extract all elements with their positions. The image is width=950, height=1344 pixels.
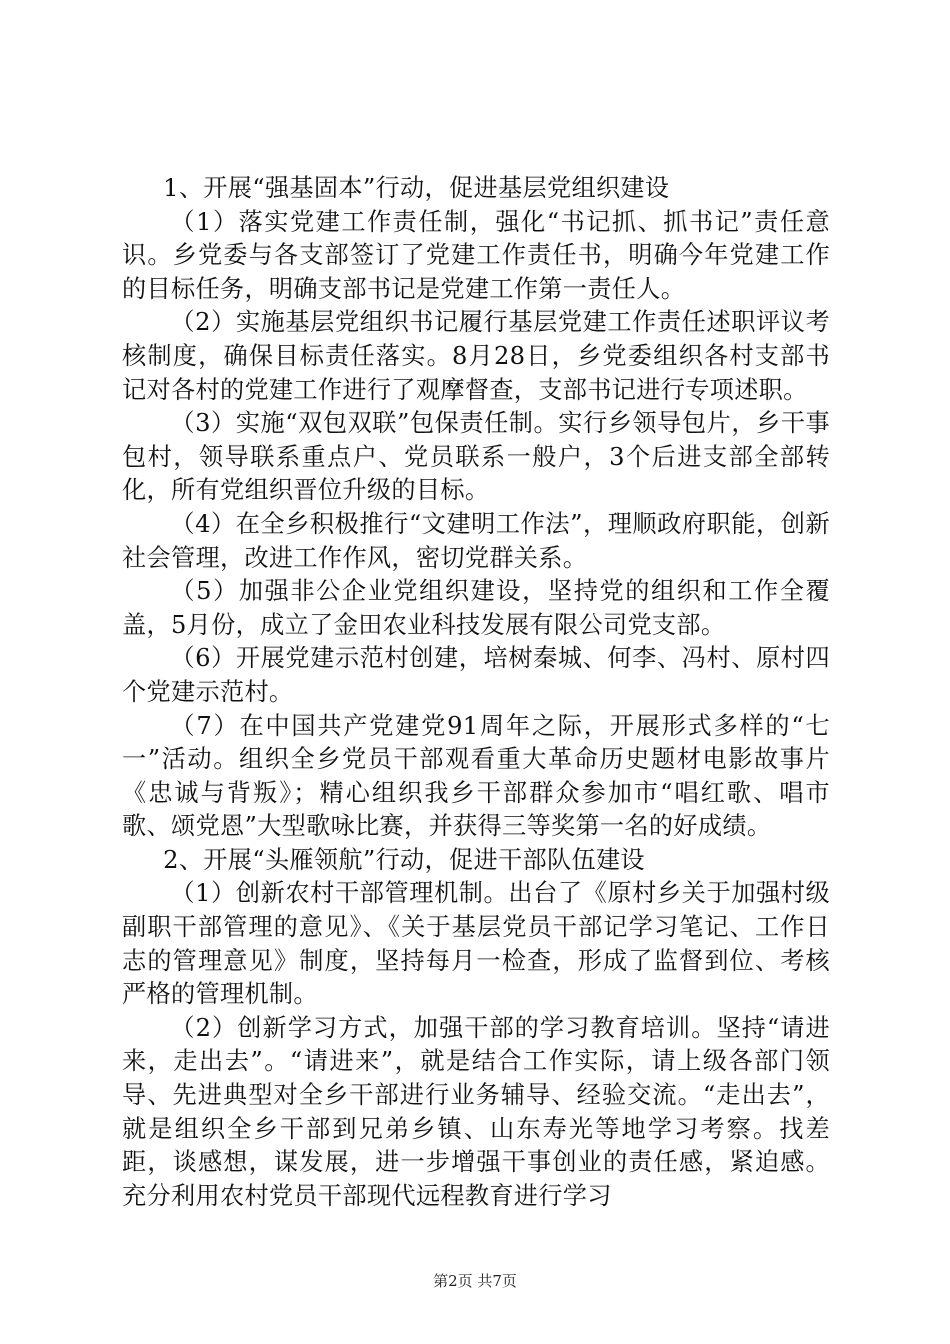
page-number-footer: 第2页 共7页	[433, 1272, 517, 1290]
paragraph-1-5: （5）加强非公企业党组织建设，坚持党的组织和工作全覆盖，5月份，成立了金田农业科技发展有限公司党支部。	[122, 577, 830, 639]
section-heading-1: 1、开展“强基固本”行动，促进基层党组织建设	[163, 174, 670, 202]
paragraph-1-7: （7）在中国共产党建党91周年之际，开展形式多样的“七一”活动。组织全乡党员干部观看重大革命历史题材电影故事片《忠诚与背叛》；精心组织我乡干部群众参加市“唱红歌、唱市歌、颂党恩”大型歌咏比赛，并获得三等奖第一名的好成绩。	[122, 711, 830, 841]
paragraph-1-6: （6）开展党建示范村创建，培树秦城、何李、冯村、原村四个党建示范村。	[122, 644, 830, 706]
paragraph-1-2: （2）实施基层党组织书记履行基层党建工作责任述职评议考核制度，确保目标责任落实。8月28日，乡党委组织各村支部书记对各村的党建工作进行了观摩督查，支部书记进行专项述职。	[122, 308, 830, 404]
paragraph-1-4: （4）在全乡积极推行“文建明工作法”，理顺政府职能，创新社会管理，改进工作作风，密切党群关系。	[122, 509, 830, 572]
section-heading-2: 2、开展“头雁领航”行动，促进干部队伍建设	[163, 845, 645, 874]
paragraph-1-1: （1）落实党建工作责任制，强化“书记抓、抓书记”责任意识。乡党委与各支部签订了党建工作责任书，明确今年党建工作的目标任务，明确支部书记是党建工作第一责任人。	[122, 207, 830, 303]
paragraph-2-1: （1）创新农村干部管理机制。出台了《原村乡关于加强村级副职干部管理的意见》、《关于基层党员干部记学习笔记、工作日志的管理意见》制度，坚持每月一检查，形成了监督到位、考核严格的管理机制。	[122, 879, 830, 1009]
paragraph-1-3: （3）实施“双包双联”包保责任制。实行乡领导包片，乡干事包村，领导联系重点户、党员联系一般户，3个后进支部全部转化，所有党组织晋位升级的目标。	[122, 409, 830, 505]
document-body	[122, 172, 830, 1213]
paragraph-2-2: （2）创新学习方式，加强干部的学习教育培训。坚持“请进来，走出去”。“请进来”，就是结合工作实际，请上级各部门领导、先进典型对全乡干部进行业务辅导、经验交流。“走出去”，就是组织全乡干部到兄弟乡镇、山东寿光等地学习考察。找差距，谈感想，谋发展，进一步增强干事创业的责任感，紧迫感。充分利用农村党员干部现代远程教育进行学习	[122, 1013, 830, 1210]
